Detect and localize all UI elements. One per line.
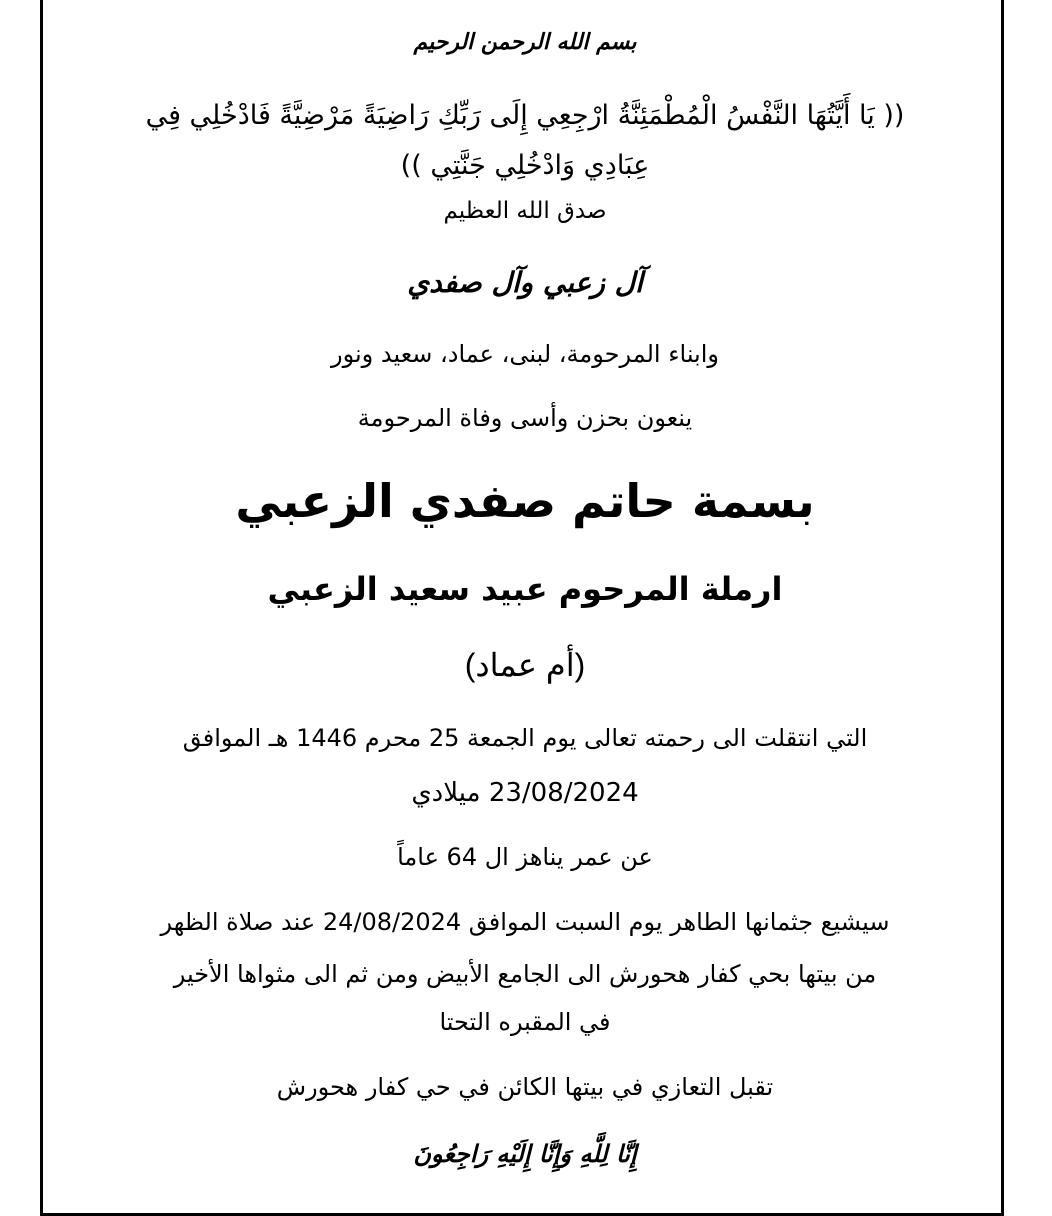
widow-of-line: ارملة المرحوم عبيد سعيد الزعبي <box>267 570 783 608</box>
verse-line-1: (( يَا أَيَّتُهَا النَّفْسُ الْمُطْمَئِنَّةُ ارْجِعِي إِلَى رَبِّكِ رَاضِيَةً مَرْضِيَّةً فَادْخُلِي فِي <box>145 100 905 131</box>
death-date-line-1: التي انتقلت الى رحمته تعالى يوم الجمعة 25 محرم 1446 هـ الموافق <box>182 724 868 752</box>
mourning-line: ينعون بحزن وأسى وفاة المرحومة <box>357 404 693 432</box>
basmala: بسم الله الرحمن الرحيم <box>413 30 637 55</box>
age-line: عن عمر يناهز ال 64 عاماً <box>397 843 653 871</box>
funeral-line-1: سيشيع جثمانها الطاهر يوم السبت الموافق 24/08/2024 عند صلاة الظهر <box>160 908 890 936</box>
condolences-line: تقبل التعازي في بيتها الكائن في حي كفار هحورش <box>276 1073 774 1101</box>
funeral-line-3: في المقبره التحتا <box>439 1008 611 1036</box>
children-line: وابناء المرحومة، لبنى، عماد، سعيد ونور <box>331 340 719 368</box>
closing-verse: إِنَّا لِلَّهِ وَإِنَّا إِلَيْهِ رَاجِعُونَ <box>413 1140 637 1168</box>
sadaq-line: صدق الله العظيم <box>443 198 607 224</box>
funeral-line-2: من بيتها بحي كفار هحورش الى الجامع الأبيض ومن ثم الى مثواها الأخير <box>173 960 877 988</box>
death-date-line-2: 23/08/2024 ميلادي <box>411 778 639 808</box>
families-heading: آل زعبي وآل صفدي <box>407 266 643 299</box>
deceased-name: بسمة حاتم صفدي الزعبي <box>235 474 815 528</box>
kunya: (أم عماد) <box>464 647 586 683</box>
verse-line-2: عِبَادِي وَادْخُلِي جَنَّتِي )) <box>400 150 650 181</box>
